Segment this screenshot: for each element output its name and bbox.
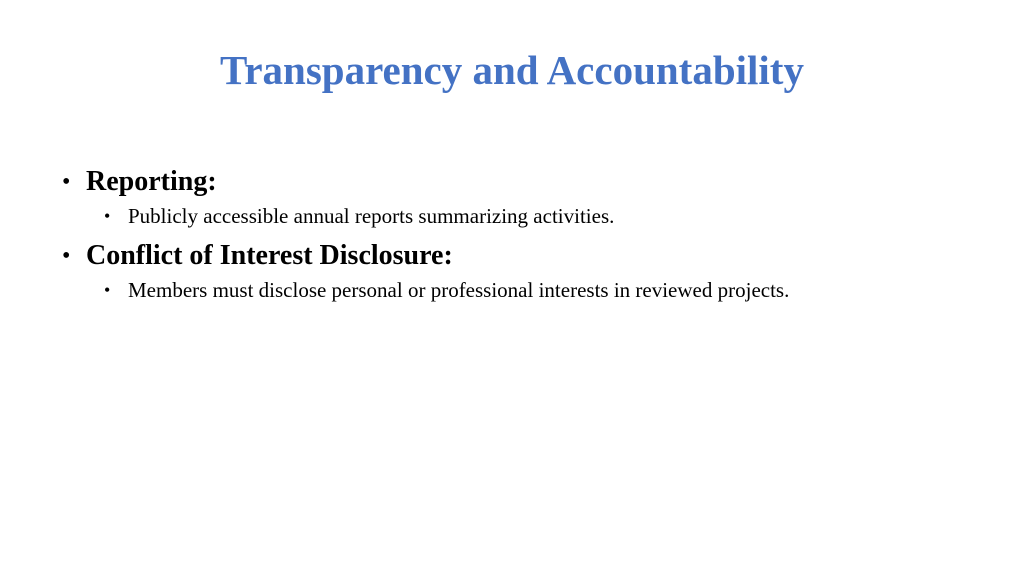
slide-title: Transparency and Accountability [220,47,804,93]
bullet-dot-icon: • [104,206,111,226]
bullet-heading: Reporting: [86,166,217,197]
bullet-dot-icon: • [104,280,111,300]
bullet-item [62,239,982,273]
sub-bullet-item [104,277,982,303]
bullet-group-conflict-of-interest [62,239,982,303]
bullet-item [62,165,982,199]
sub-bullet-text: Publicly accessible annual reports summarizing activities. [128,204,615,228]
bullet-dot-icon: • [62,243,71,269]
bullet-group-reporting [62,165,982,229]
sub-bullet-item [104,203,982,229]
bullet-heading: Conflict of Interest Disclosure: [86,240,453,271]
slide-content [62,165,982,303]
bullet-dot-icon: • [62,169,71,195]
sub-bullet-text: Members must disclose personal or professional interests in reviewed projects. [128,278,790,302]
